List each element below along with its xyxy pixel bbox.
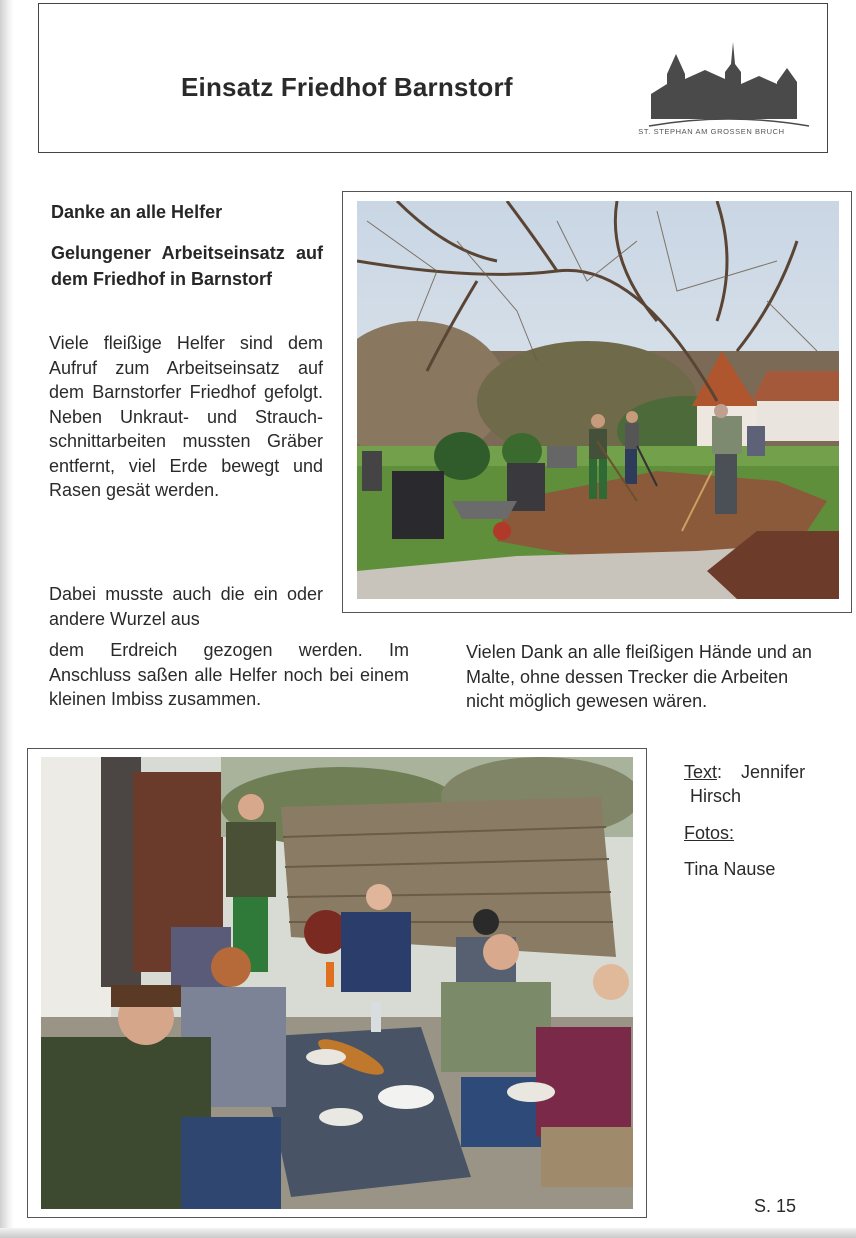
photos-credit-label: Fotos: [684, 823, 735, 843]
church-silhouette-icon [609, 34, 814, 129]
text-author-last: Hirsch [690, 786, 742, 806]
text-credit-label: Text [684, 762, 718, 782]
photo-cemetery-work [342, 191, 852, 613]
paragraph-3: dem Erdreich gezogen werden. Im Anschluss saßen alle Helfer noch bei einem kleinen Imbiss zusammen. [49, 640, 409, 709]
paragraph-4: Vielen Dank an alle fleißigen Hände und an Malte, ohne dessen Trecker die Arbeiten nicht möglich gewesen wären. [466, 642, 812, 711]
article-subtitle: Danke an alle Helfer [51, 202, 223, 222]
snack-break-scene-image [41, 757, 633, 1209]
text-author-first: Jennifer [741, 762, 806, 782]
paragraph-2: Dabei musste auch die ein oder andere Wurzel aus [49, 584, 323, 629]
paragraph-1: Viele fleißige Helfer sind dem Aufruf zum Arbeitseinsatz auf dem Barnstorfer Friedhof gefolgt. Neben Unkraut- und Strauchschnittarbeiten mussten Gräber entfernt, viel Erde bewegt und Rasen gesät werden. [49, 333, 323, 500]
header-box [38, 3, 828, 153]
page-bottom-shadow [0, 1228, 856, 1238]
logo-caption: ST. STEPHAN AM GROSSEN BRUCH [638, 127, 785, 136]
page-title: Einsatz Friedhof Barnstorf [181, 72, 513, 102]
cemetery-scene-image [357, 201, 839, 599]
page-number: S. 15 [754, 1196, 797, 1216]
photos-author: Tina Nause [684, 859, 776, 879]
page-edge-shadow [0, 0, 14, 1238]
church-logo [609, 34, 814, 144]
article-headline: Gelungener Arbeitseinsatz auf dem Friedhof in Barnstorf [51, 243, 323, 289]
photo-snack-break [27, 748, 647, 1218]
